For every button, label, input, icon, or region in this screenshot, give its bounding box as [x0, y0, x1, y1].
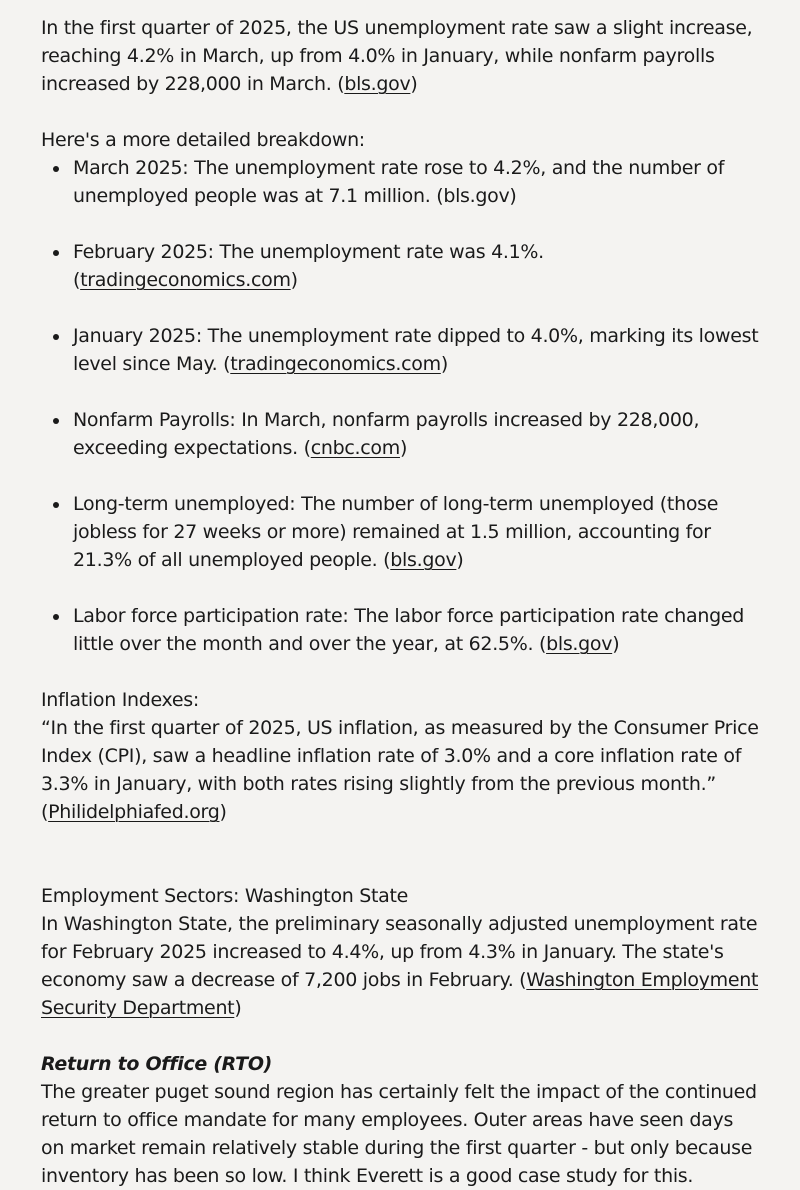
bullet-icon: [53, 166, 59, 172]
bullet-icon: [53, 418, 59, 424]
bullet-icon: [53, 502, 59, 508]
source-link[interactable]: tradingeconomics.com: [80, 269, 291, 291]
source-link[interactable]: bls.gov: [390, 549, 457, 571]
bullet-icon: [53, 334, 59, 340]
list-item: January 2025: The unemployment rate dipped to 4.0%, marking its lowest level since May. (tradingeconomics.com): [41, 322, 760, 378]
inflation-source-link[interactable]: Philidelphiafed.org: [48, 801, 220, 823]
intro-source-link[interactable]: bls.gov: [344, 73, 411, 95]
intro-text: In the first quarter of 2025, the US unemployment rate saw a slight increase, reaching 4.2% in March, up from 4.0% in January, while nonfarm payrolls increased by 228,000 in March. (: [41, 17, 753, 95]
employment-heading: Employment Sectors: Washington State: [41, 885, 409, 907]
breakdown-heading: Here's a more detailed breakdown:: [41, 129, 365, 151]
list-item: Long-term unemployed: The number of long-term unemployed (those jobless for 27 weeks or more) remained at 1.5 million, accounting for 21.3% of all unemployed people. (bls.gov): [41, 490, 760, 574]
rto-paragraph: The greater puget sound region has certainly felt the impact of the continued return to office mandate for many employees. Outer areas have seen days on market remain relatively stable during the first quarter - but only because inventory has been so low. I think Everett is a good case study for this.: [41, 1081, 757, 1187]
intro-paragraph: In the first quarter of 2025, the US unemployment rate saw a slight increase, reaching 4.2% in March, up from 4.0% in January, while nonfarm payrolls increased by 228,000 in March. (bls.gov): [41, 17, 753, 95]
source-link[interactable]: cnbc.com: [310, 437, 400, 459]
rto-heading: Return to Office (RTO): [41, 1053, 273, 1075]
list-item: Labor force participation rate: The labor force participation rate changed little over the month and over the year, at 62.5%. (bls.gov): [41, 602, 760, 658]
source-link[interactable]: bls.gov: [546, 633, 613, 655]
bullet-icon: [53, 250, 59, 256]
inflation-heading: Inflation Indexes:: [41, 689, 200, 711]
list-item: Nonfarm Payrolls: In March, nonfarm payrolls increased by 228,000, exceeding expectations. (cnbc.com): [41, 406, 760, 462]
breakdown-list: [41, 154, 760, 658]
employment-paragraph: In Washington State, the preliminary seasonally adjusted unemployment rate for February 2025 increased to 4.4%, up from 4.3% in January. The state's economy saw a decrease of 7,200 jobs in February. (Washington Employment Security Department): [41, 913, 759, 1019]
list-item: March 2025: The unemployment rate rose to 4.2%, and the number of unemployed people was at 7.1 million. (bls.gov): [41, 154, 760, 210]
employment-source-link[interactable]: Washington Employment Security Department: [41, 969, 759, 1019]
bullet-icon: [53, 614, 59, 620]
list-item: February 2025: The unemployment rate was 4.1%. (tradingeconomics.com): [41, 238, 760, 294]
inflation-quote: “In the first quarter of 2025, US inflation, as measured by the Consumer Price Index (CPI), saw a headline inflation rate of 3.0% and a core inflation rate of 3.3% in January, with both rates rising slightly from the previous month.” (Philidelphiafed.org): [41, 717, 759, 823]
source-link[interactable]: tradingeconomics.com: [230, 353, 441, 375]
